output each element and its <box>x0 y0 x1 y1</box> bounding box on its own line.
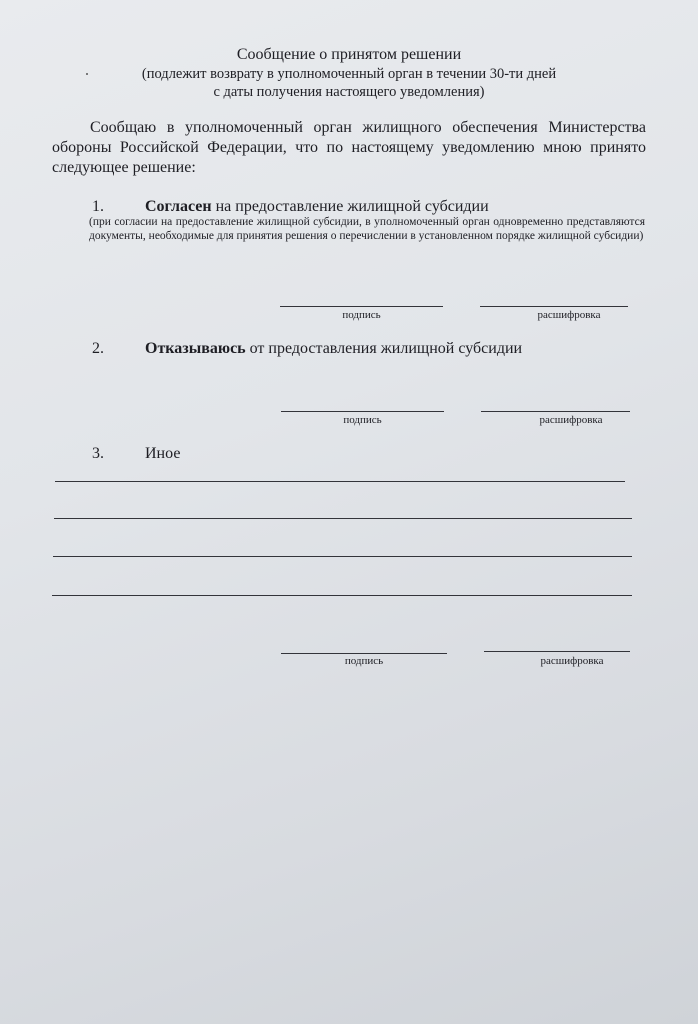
item-3-signature-label: подпись <box>344 655 384 667</box>
other-line-2[interactable] <box>54 518 632 519</box>
item-2-number: 2. <box>92 340 104 357</box>
item-1-signature-line[interactable] <box>280 306 443 307</box>
item-1-decoding-label: расшифровка <box>537 309 601 321</box>
intro-paragraph: Сообщаю в уполномоченный орган жилищного обеспечения Министерства обороны Российской Федерации, что по настоящему уведомлению мною принято следующее решение: <box>52 119 646 176</box>
other-line-4[interactable] <box>52 595 632 596</box>
item-3-signature-line[interactable] <box>281 653 447 654</box>
item-1-signature-label: подпись <box>342 309 381 321</box>
other-line-1[interactable] <box>55 481 625 482</box>
item-2-signature-label: подпись <box>343 414 382 426</box>
item-2-text <box>145 340 522 358</box>
item-2-decoding-label: расшифровка <box>539 414 603 426</box>
item-1-number: 1. <box>92 198 104 215</box>
item-1-text <box>145 198 489 216</box>
item-2-decoding-line[interactable] <box>481 411 630 412</box>
document-title: Сообщение о принятом решении <box>236 46 462 63</box>
document-subtitle-line1: (подлежит возврату в уполномоченный орган в течении 30-ти дней <box>141 66 557 82</box>
item-2-signature-line[interactable] <box>281 411 444 412</box>
other-line-3[interactable] <box>53 556 632 557</box>
item-3-decoding-label: расшифровка <box>540 655 604 667</box>
item-3-text: Иное <box>145 445 181 462</box>
item-3-number: 3. <box>92 445 104 462</box>
item-1-bold: Согласен <box>145 198 212 215</box>
item-1-rest: на предоставление жилищной субсидии <box>211 198 489 215</box>
document-subtitle-line2: с даты получения настоящего уведомления) <box>213 84 485 100</box>
item-3-decoding-line[interactable] <box>484 651 630 652</box>
item-2-rest: от предоставления жилищной субсидии <box>245 340 523 357</box>
item-2-bold: Отказываюсь <box>145 340 246 357</box>
item-1-decoding-line[interactable] <box>480 306 628 307</box>
item-1-note: (при согласии на предоставление жилищной субсидии, в уполномоченный орган одновременно представляются документы, необходимые для принятия решения о перечислении в установленном порядке жилищной субсидии) <box>89 216 645 242</box>
